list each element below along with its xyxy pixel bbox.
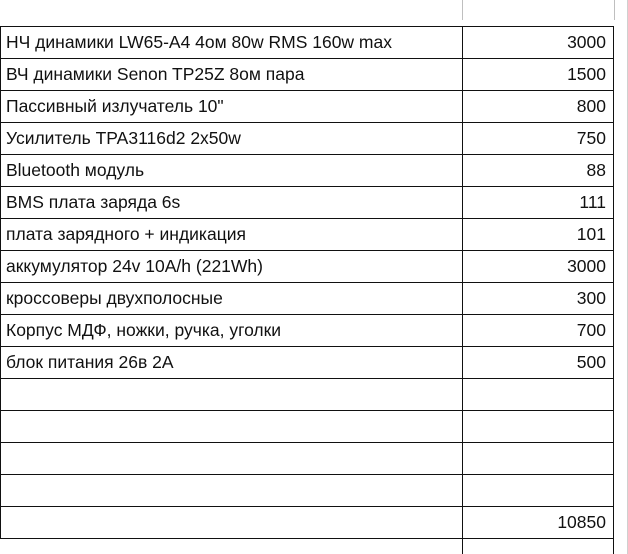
table-row <box>0 442 628 474</box>
item-price-cell[interactable]: 101 <box>576 224 606 244</box>
item-name-cell[interactable]: Усилитель TPA3116d2 2x50w <box>6 128 241 148</box>
item-price-cell[interactable] <box>462 474 612 506</box>
item-name-cell[interactable]: ВЧ динамики Senon TP25Z 8ом пара <box>6 64 305 84</box>
table-row <box>0 410 628 442</box>
gridline-horizontal <box>0 122 614 123</box>
item-name-cell[interactable]: Пассивный излучатель 10" <box>6 96 224 116</box>
item-price-cell[interactable] <box>462 442 612 474</box>
gridline-horizontal <box>0 218 614 219</box>
table-row <box>0 58 628 90</box>
gridline-top-right <box>614 0 615 20</box>
item-name-cell[interactable] <box>0 474 462 506</box>
gridline-horizontal <box>0 378 614 379</box>
item-name-cell[interactable] <box>0 410 462 442</box>
item-name-cell[interactable] <box>0 442 462 474</box>
item-price-cell[interactable]: 750 <box>576 128 606 148</box>
table-row <box>0 314 628 346</box>
total-label-cell[interactable] <box>0 506 462 538</box>
gridline-horizontal <box>0 442 614 443</box>
item-name-cell[interactable] <box>0 378 462 410</box>
gridline-horizontal <box>0 474 614 475</box>
item-name-cell[interactable]: кроссоверы двухполосные <box>6 288 223 308</box>
table-row <box>0 186 628 218</box>
table-row <box>0 218 628 250</box>
gridline-horizontal <box>0 410 614 411</box>
item-name-cell[interactable]: BMS плата заряда 6s <box>6 192 181 212</box>
gridline-vertical <box>613 26 614 554</box>
item-name-cell[interactable]: плата зарядного + индикация <box>6 224 246 244</box>
table-row <box>0 346 628 378</box>
gridline-horizontal <box>0 154 614 155</box>
item-price-cell[interactable]: 111 <box>579 192 606 212</box>
gridline-vertical <box>462 26 463 554</box>
item-name-cell[interactable]: Корпус МДФ, ножки, ручка, уголки <box>6 320 282 340</box>
gridline-horizontal <box>0 58 614 59</box>
item-price-cell[interactable] <box>462 378 612 410</box>
table-row <box>0 26 628 58</box>
gridline-vertical <box>0 26 1 538</box>
table-row <box>0 90 628 122</box>
item-price-cell[interactable]: 1500 <box>567 64 606 84</box>
table-row <box>0 378 628 410</box>
item-price-cell[interactable] <box>462 410 612 442</box>
table-row <box>0 122 628 154</box>
gridline-horizontal <box>0 282 614 283</box>
table-row <box>0 154 628 186</box>
item-price-cell[interactable]: 3000 <box>567 32 606 52</box>
gridline-horizontal <box>0 314 614 315</box>
item-name-cell[interactable]: аккумулятор 24v 10A/h (221Wh) <box>6 256 263 276</box>
gridline-horizontal <box>0 186 614 187</box>
item-price-cell[interactable]: 3000 <box>567 256 606 276</box>
table-row <box>0 474 628 506</box>
gridline-horizontal <box>0 506 614 507</box>
table-row-total <box>0 506 628 538</box>
item-price-cell[interactable]: 300 <box>576 288 606 308</box>
item-price-cell[interactable]: 500 <box>576 352 606 372</box>
item-price-cell[interactable]: 88 <box>586 160 606 180</box>
item-name-cell[interactable]: Bluetooth модуль <box>6 160 145 180</box>
table-row <box>0 282 628 314</box>
gridline-horizontal <box>0 250 614 251</box>
gridline-horizontal <box>0 90 614 91</box>
item-price-cell[interactable]: 700 <box>576 320 606 340</box>
item-price-cell[interactable]: 800 <box>576 96 606 116</box>
gridline-horizontal <box>0 538 614 539</box>
table-row <box>0 250 628 282</box>
gridline-horizontal <box>0 26 614 27</box>
item-name-cell[interactable]: НЧ динамики LW65-A4 4ом 80w RMS 160w max <box>6 32 392 52</box>
gridline-horizontal <box>0 346 614 347</box>
gridline-top-left <box>462 0 463 20</box>
item-name-cell[interactable]: блок питания 26в 2А <box>6 352 174 372</box>
total-sum-cell[interactable]: 10850 <box>557 512 606 532</box>
